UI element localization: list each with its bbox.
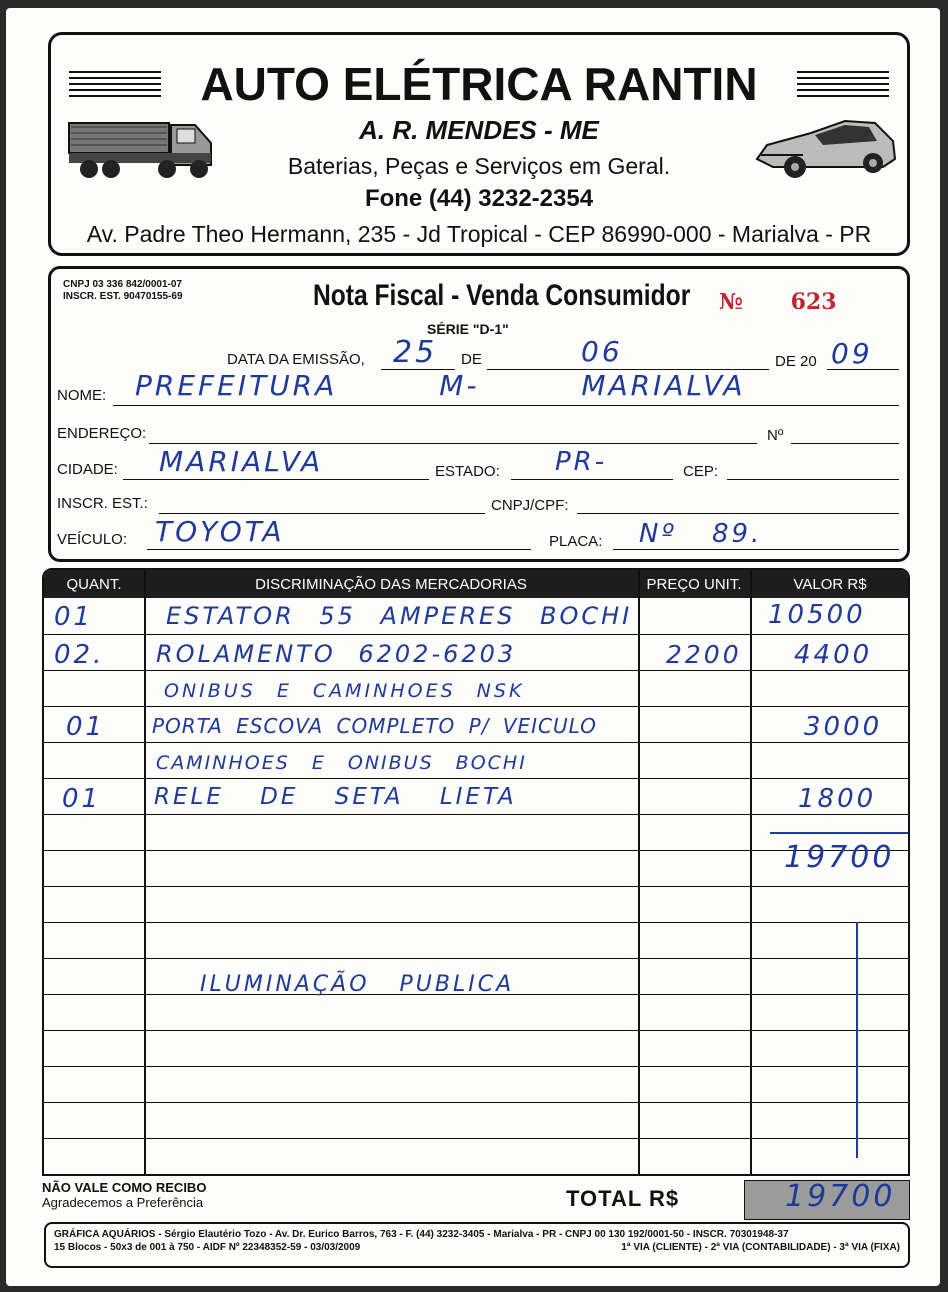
printer-line-2: 15 Blocos - 50x3 de 001 à 750 - AIDF Nº 22348352-59 - 03/03/2009 xyxy=(54,1242,361,1253)
state-registration: INSCR. EST. 90470155-69 xyxy=(63,291,183,302)
row-6-desc: RELE DE SETA LIETA xyxy=(154,784,517,810)
company-header xyxy=(48,32,910,256)
zip-line xyxy=(727,479,899,480)
company-services: Baterias, Peças e Serviços em Geral. xyxy=(287,153,671,179)
col-unit-price-header: PREÇO UNIT. xyxy=(646,576,742,593)
row-1-desc: ESTATOR 55 AMPERES BOCHI xyxy=(166,602,633,630)
customer-name-value: PREFEITURA M- MARIALVA xyxy=(135,369,746,402)
registration-label: INSCR. EST.: xyxy=(57,495,148,512)
row-line xyxy=(44,1138,908,1139)
thanks-text: Agradecemos a Preferência xyxy=(42,1195,204,1210)
name-line xyxy=(113,405,899,406)
row-line xyxy=(44,706,908,707)
state-value: PR- xyxy=(555,447,608,477)
invoice-form xyxy=(48,266,910,562)
row-line xyxy=(44,886,908,887)
vehicle-value: TOYOTA xyxy=(155,515,285,548)
name-label: NOME: xyxy=(57,387,107,404)
row-line xyxy=(44,1030,908,1031)
company-address: Av. Padre Theo Hermann, 235 - Jd Tropical - CEP 86990-000 - Marialva - PR xyxy=(86,221,872,247)
registration-line xyxy=(159,513,485,514)
col-divider xyxy=(638,570,640,1174)
row-line xyxy=(44,850,908,851)
company-name: AUTO ELÉTRICA RANTIN xyxy=(200,58,758,110)
invoice-number-value: 623 xyxy=(790,289,837,315)
sports-car-icon xyxy=(753,115,899,187)
address-number-line xyxy=(791,443,899,444)
row-6-qty: 01 xyxy=(62,784,102,814)
col-description-header: DISCRIMINAÇÃO DAS MERCADORIAS xyxy=(255,576,527,593)
issue-day-value: 25 xyxy=(393,335,438,370)
city-label: CIDADE: xyxy=(57,461,118,478)
row-1-qty: 01 xyxy=(54,602,94,632)
vehicle-label: VEÍCULO: xyxy=(57,531,128,548)
invoice-number xyxy=(719,289,837,315)
issue-month-value: 06 xyxy=(581,335,623,368)
row-line xyxy=(44,1102,908,1103)
not-receipt-text: NÃO VALE COMO RECIBO xyxy=(42,1180,207,1195)
state-line xyxy=(511,479,673,480)
invoice-series: SÉRIE "D-1" xyxy=(427,321,509,337)
truck-icon xyxy=(67,115,215,185)
issue-year-value: 09 xyxy=(831,337,873,370)
plate-value: Nº 89. xyxy=(639,519,763,549)
row-4-desc: PORTA ESCOVA COMPLETO P/ VEICULO xyxy=(152,714,597,738)
year-prefix-label: DE 20 xyxy=(775,353,817,370)
printer-info xyxy=(44,1222,910,1268)
issue-date-label: DATA DA EMISSÃO, xyxy=(227,351,365,368)
subtotal-value: 19700 xyxy=(784,840,895,875)
city-line xyxy=(123,479,429,480)
vehicle-line xyxy=(147,549,531,550)
of-label-1: DE xyxy=(461,351,482,368)
row-4-qty: 01 xyxy=(66,712,106,742)
total-label: TOTAL R$ xyxy=(566,1186,680,1211)
zip-label: CEP: xyxy=(683,463,719,480)
printer-line-1: GRÁFICA AQUÁRIOS - Sérgio Elautério Tozo - Av. Dr. Eurico Barros, 763 - F. (44) 3232-3405 - Marialva - PR - CNPJ 00 130 192/0001-50 - INSCR. 70301948-37 xyxy=(54,1229,789,1240)
row-2-value: 4400 xyxy=(794,640,873,670)
address-label: ENDEREÇO: xyxy=(57,425,147,442)
address-number-label: Nº xyxy=(767,427,784,444)
address-line xyxy=(149,443,757,444)
copies-info: 1ª VIA (CLIENTE) - 2ª VIA (CONTABILIDADE) - 3ª VIA (FIXA) xyxy=(621,1242,900,1253)
footer-note xyxy=(42,1180,206,1210)
cnpj-cpf-line xyxy=(577,513,899,514)
col-divider xyxy=(144,570,146,1174)
row-line xyxy=(44,634,908,635)
city-value: MARIALVA xyxy=(159,445,324,478)
row-line xyxy=(44,742,908,743)
col-divider xyxy=(750,570,752,1174)
row-2-qty: 02. xyxy=(54,640,105,670)
number-symbol: № xyxy=(719,289,743,315)
plate-line xyxy=(613,549,899,550)
row-3-desc: ONIBUS E CAMINHOES NSK xyxy=(164,680,525,702)
invoice-paper xyxy=(6,8,940,1286)
row-4-value: 3000 xyxy=(804,712,883,742)
row-line xyxy=(44,778,908,779)
col-quantity-header: QUANT. xyxy=(66,576,122,593)
row-5-desc: CAMINHOES E ONIBUS BOCHI xyxy=(156,752,527,774)
row-6-value: 1800 xyxy=(798,784,877,814)
company-phone: Fone (44) 3232-2354 xyxy=(364,185,594,212)
row-line xyxy=(44,922,908,923)
handwritten-stroke xyxy=(856,922,858,1158)
note-value: ILUMINAÇÃO PUBLICA xyxy=(200,972,515,997)
row-line xyxy=(44,1066,908,1067)
table-header xyxy=(44,570,908,598)
plate-label: PLACA: xyxy=(549,533,603,550)
row-line xyxy=(44,958,908,959)
items-table xyxy=(42,568,910,1176)
subtotal-rule xyxy=(770,832,910,834)
invoice-title: Nota Fiscal - Venda Consumidor xyxy=(313,279,691,312)
state-label: ESTADO: xyxy=(435,463,500,480)
total-value: 19700 xyxy=(785,1179,896,1214)
row-2-unit: 2200 xyxy=(666,640,742,669)
company-owner: A. R. MENDES - ME xyxy=(359,115,599,145)
row-1-value: 10500 xyxy=(768,600,866,630)
cnpj-number: CNPJ 03 336 842/0001-07 xyxy=(63,279,182,290)
total-box xyxy=(744,1180,910,1220)
col-value-header: VALOR R$ xyxy=(793,576,867,593)
cnpj-cpf-label: CNPJ/CPF: xyxy=(491,497,569,514)
row-line xyxy=(44,814,908,815)
row-line xyxy=(44,670,908,671)
row-2-desc: ROLAMENTO 6202-6203 xyxy=(156,640,517,668)
